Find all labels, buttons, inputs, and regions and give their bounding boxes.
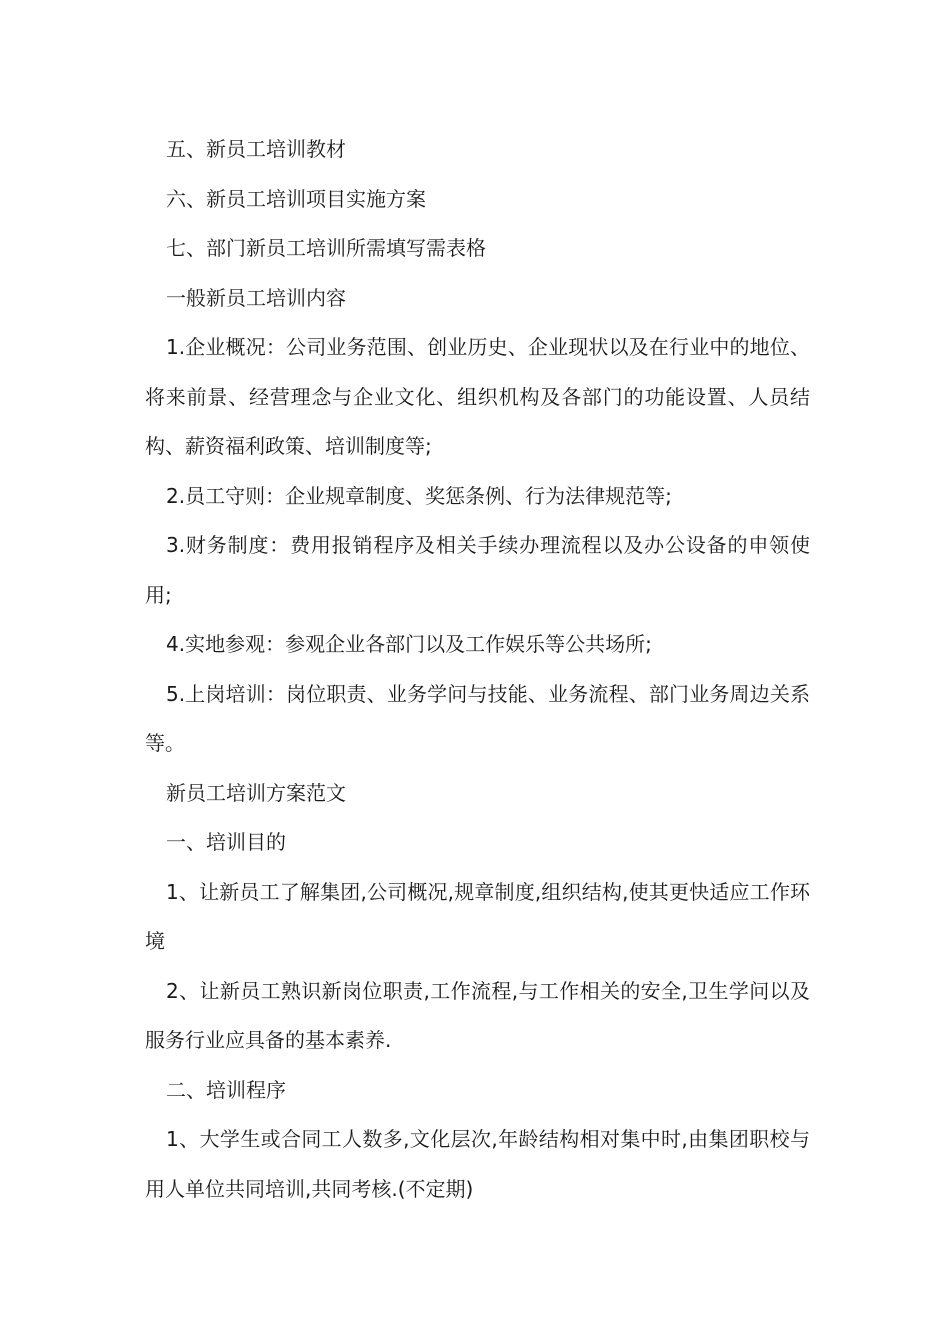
document-body xyxy=(145,125,810,1214)
subheading-sample-plan: 新员工培训方案范文 xyxy=(166,780,346,805)
subheading-general-content: 一般新员工培训内容 xyxy=(166,285,346,310)
section-heading-implementation-plan: 六、新员工培训项目实施方案 xyxy=(166,186,426,211)
section-heading-forms: 七、部门新员工培训所需填写需表格 xyxy=(166,236,486,260)
paragraph-onboarding-training: 5.上岗培训：岗位职责、业务学问与技能、业务流程、部门业务周边关系等。 xyxy=(145,681,810,755)
paragraph-purpose-1: 1、让新员工了解集团,公司概况,规章制度,组织结构,使其更快适应工作环境 xyxy=(145,879,810,953)
paragraph-finance-rules: 3.财务制度：费用报销程序及相关手续办理流程以及办公设备的申领使用; xyxy=(145,533,810,607)
paragraph-employee-rules: 2.员工守则：企业规章制度、奖惩条例、行为法律规范等; xyxy=(166,483,672,508)
paragraph-company-overview: 1.企业概况：公司业务范围、创业历史、企业现状以及在行业中的地位、将来前景、经营理念与企业文化、组织机构及各部门的功能设置、人员结构、薪资福利政策、培训制度等; xyxy=(145,335,810,458)
paragraph-site-visit: 4.实地参观：参观企业各部门以及工作娱乐等公共场所; xyxy=(166,632,652,656)
paragraph-procedure-1: 1、大学生或合同工人数多,文化层次,年龄结构相对集中时,由集团职校与用人单位共同培训,共同考核.(不定期) xyxy=(145,1127,810,1201)
paragraph-purpose-2: 2、让新员工熟识新岗位职责,工作流程,与工作相关的安全,卫生学问以及服务行业应具备的基本素养. xyxy=(145,978,810,1052)
section-heading-training-procedure: 二、培训程序 xyxy=(166,1077,286,1102)
section-heading-training-materials: 五、新员工培训教材 xyxy=(166,137,346,161)
section-heading-training-purpose: 一、培训目的 xyxy=(166,830,286,854)
